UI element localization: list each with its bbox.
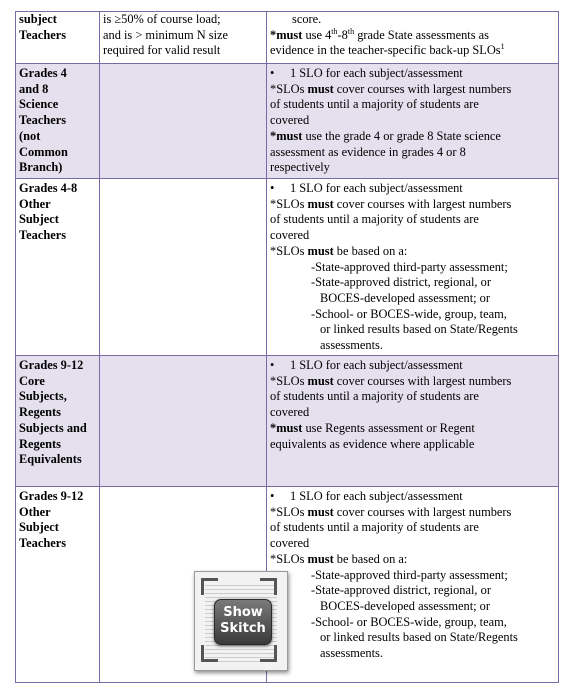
- row-heading-line: Regents: [19, 405, 61, 420]
- requirement-line: *SLOs must cover courses with largest numbers: [270, 196, 512, 211]
- row-heading-line: Branch): [19, 160, 63, 175]
- footnote-marker: 1: [500, 42, 505, 52]
- row-heading-line: Teachers: [19, 536, 67, 551]
- row-heading-line: Equivalents: [19, 452, 82, 467]
- option-line: assessments.: [320, 338, 383, 353]
- row-heading-line: Grades 9-12: [19, 358, 84, 372]
- requirement-line: respectively: [270, 160, 330, 175]
- bullet-item: • 1 SLO for each subject/assessment: [270, 181, 463, 195]
- criteria-cell: [100, 356, 267, 487]
- requirement-line: *SLOs must cover courses with largest numbers: [270, 81, 512, 96]
- criteria-line: and is > minimum N size: [103, 27, 229, 42]
- row-heading-line: Regents: [19, 436, 61, 451]
- bullet-icon: •: [270, 489, 275, 503]
- option-line: or linked results based on State/Regents: [320, 630, 518, 645]
- requirement-line: of students until a majority of students are: [270, 520, 479, 535]
- row-heading-line: Other: [19, 504, 51, 519]
- requirement-line: covered: [270, 228, 310, 243]
- row-heading-cell: [16, 12, 100, 64]
- requirement-line: *must use Regents assessment or Regent: [270, 420, 475, 435]
- requirement-line: *SLOs must cover courses with largest numbers: [270, 373, 512, 388]
- row-heading-line: Subject: [19, 520, 59, 535]
- row-heading-line: (not: [19, 128, 41, 143]
- requirements-cell: [267, 64, 559, 179]
- option-line: -State-approved third-party assessment;: [311, 567, 508, 582]
- row-heading-line: Common: [19, 144, 68, 159]
- requirement-line: of students until a majority of students are: [270, 389, 479, 404]
- row-heading-line: Grades 9-12: [19, 489, 84, 503]
- option-line: -School- or BOCES-wide, group, team,: [311, 306, 507, 321]
- row-heading-cell: [16, 64, 100, 179]
- bullet-item: • 1 SLO for each subject/assessment: [270, 66, 463, 80]
- criteria-line: is ≥50% of course load;: [103, 12, 221, 26]
- requirement-line: of students until a majority of students are: [270, 212, 479, 227]
- show-skitch-line2: Skitch: [220, 621, 266, 636]
- table-row: [16, 64, 559, 179]
- table-row: [16, 356, 559, 487]
- table-row: [16, 179, 559, 356]
- row-heading-line: and 8: [19, 81, 49, 96]
- requirement-line: evidence in the teacher-specific back-up SLOs$^1$: [270, 42, 505, 58]
- corner-bracket-icon: [201, 578, 218, 595]
- bullet-item: • 1 SLO for each subject/assessment: [270, 489, 463, 503]
- requirements-cell: [267, 12, 559, 64]
- option-line: BOCES-developed assessment; or: [320, 290, 491, 305]
- requirement-line: covered: [270, 405, 310, 420]
- requirement-line: *must use the grade 4 or grade 8 State science: [270, 128, 501, 143]
- requirement-line: covered: [270, 536, 310, 551]
- requirement-line: *SLOs must be based on a:: [270, 243, 408, 258]
- show-skitch-label[interactable]: [214, 599, 272, 645]
- show-skitch-line1: Show: [223, 605, 263, 620]
- corner-bracket-icon: [201, 645, 218, 662]
- option-line: -State-approved district, regional, or: [311, 583, 491, 598]
- requirement-line: *SLOs must cover courses with largest numbers: [270, 504, 512, 519]
- row-heading-line: subject: [19, 12, 57, 26]
- row-heading-line: Core: [19, 373, 45, 388]
- row-heading-line: Subject: [19, 212, 59, 227]
- requirements-cell: [267, 179, 559, 356]
- option-line: or linked results based on State/Regents: [320, 322, 518, 337]
- bullet-icon: •: [270, 358, 275, 372]
- row-heading-cell: [16, 356, 100, 487]
- row-heading-line: Teachers: [19, 228, 67, 243]
- row-heading-line: Science: [19, 97, 59, 112]
- corner-bracket-icon: [260, 578, 277, 595]
- option-line: BOCES-developed assessment; or: [320, 598, 491, 613]
- table-row: [16, 12, 559, 64]
- row-heading-line: Teachers: [19, 27, 67, 42]
- option-line: -State-approved district, regional, or: [311, 275, 491, 290]
- requirement-line: *SLOs must be based on a:: [270, 551, 408, 566]
- requirement-line: covered: [270, 113, 310, 128]
- option-line: assessments.: [320, 646, 383, 661]
- requirement-line: assessment as evidence in grades 4 or 8: [270, 144, 466, 159]
- criteria-line: required for valid result: [103, 43, 221, 58]
- row-heading-line: Subjects and: [19, 420, 87, 435]
- requirements-cell: [267, 356, 559, 487]
- row-heading-cell: [16, 179, 100, 356]
- requirement-line: score.: [292, 12, 322, 26]
- corner-bracket-icon: [260, 645, 277, 662]
- row-heading-line: Grades 4-8: [19, 181, 78, 195]
- criteria-cell: [100, 179, 267, 356]
- bullet-icon: •: [270, 181, 275, 195]
- requirements-cell: [267, 487, 559, 683]
- requirement-line: equivalents as evidence where applicable: [270, 436, 475, 451]
- option-line: -School- or BOCES-wide, group, team,: [311, 614, 507, 629]
- row-heading-line: Teachers: [19, 113, 67, 128]
- row-heading-line: Grades 4: [19, 66, 67, 80]
- requirement-line: of students until a majority of students are: [270, 97, 479, 112]
- bullet-item: • 1 SLO for each subject/assessment: [270, 358, 463, 372]
- bullet-icon: •: [270, 66, 275, 80]
- requirement-line: *must use 4th-8th grade State assessments as: [270, 26, 489, 42]
- criteria-cell: [100, 64, 267, 179]
- row-heading-line: Subjects,: [19, 389, 67, 404]
- show-skitch-button[interactable]: [192, 569, 292, 673]
- criteria-cell: [100, 12, 267, 64]
- row-heading-cell: [16, 487, 100, 683]
- option-line: -State-approved third-party assessment;: [311, 259, 508, 274]
- row-heading-line: Other: [19, 196, 51, 211]
